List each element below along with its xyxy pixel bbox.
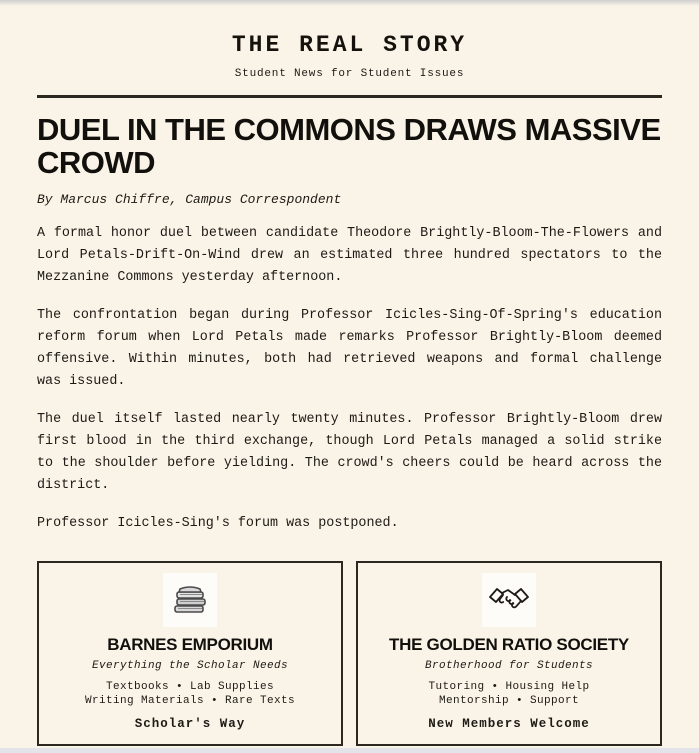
- window-edge-top: [0, 0, 699, 6]
- ad-callout: New Members Welcome: [428, 717, 590, 731]
- ad-tagline: Everything the Scholar Needs: [91, 660, 289, 672]
- ad-services-line: Tutoring • Housing Help: [428, 681, 590, 693]
- article-paragraph: A formal honor duel between candidate Theodore Brightly-Bloom-The-Flowers and Lord Petals-Drift-On-Wind drew an estimated three hundred spectators to the Mezzanine Commons yesterday afternoon.: [37, 226, 662, 285]
- ad-icon-tile: [482, 573, 536, 627]
- masthead: [0, 0, 699, 80]
- books-icon: [170, 578, 210, 623]
- ad-business-name: THE GOLDEN RATIO SOCIETY: [389, 635, 629, 654]
- newspaper-subtitle: Student News for Student Issues: [234, 68, 465, 80]
- newspaper-title: THE REAL STORY: [231, 32, 468, 58]
- ad-business-name: BARNES EMPORIUM: [107, 635, 273, 654]
- article-body: [37, 223, 662, 535]
- handshake-icon: [487, 580, 531, 621]
- ad-services: [366, 680, 652, 708]
- article: [0, 113, 699, 535]
- ad-services: [47, 680, 333, 708]
- article-paragraph: The confrontation began during Professor Icicles-Sing-Of-Spring's education reform forum when Lord Petals made remarks Professor Brightly-Bloom deemed offensive. Within minutes, both had retrieved weapons and formal challenge was issued.: [37, 308, 662, 389]
- window-edge-bottom: [0, 748, 699, 753]
- article-paragraph: The duel itself lasted nearly twenty minutes. Professor Brightly-Bloom drew first blood in the third exchange, though Lord Petals managed a solid strike to the shoulder before yielding. The crowd's cheers could be heard across the district.: [37, 412, 662, 493]
- ad-icon-tile: [163, 573, 217, 627]
- ad-golden-ratio-society: [356, 561, 662, 746]
- article-byline: By Marcus Chiffre, Campus Correspondent: [37, 192, 342, 207]
- ad-tagline: Brotherhood for Students: [424, 660, 594, 672]
- ad-services-line: Mentorship • Support: [438, 695, 580, 707]
- article-paragraph: Professor Icicles-Sing's forum was postponed.: [37, 516, 399, 531]
- ad-services-line: Writing Materials • Rare Texts: [84, 695, 296, 707]
- advertisements-row: [37, 561, 662, 746]
- ad-location: Scholar's Way: [134, 717, 246, 731]
- masthead-divider: [37, 95, 662, 98]
- article-headline: DUEL IN THE COMMONS DRAWS MASSIVE CROWD: [37, 112, 661, 180]
- ad-services-line: Textbooks • Lab Supplies: [105, 681, 275, 693]
- ad-barnes-emporium: [37, 561, 343, 746]
